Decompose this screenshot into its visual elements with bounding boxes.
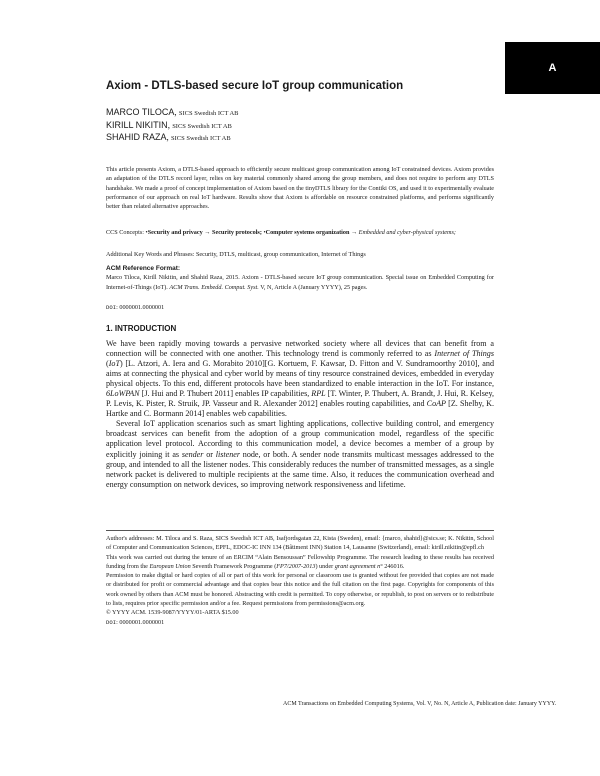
- ccs-concepts: [106, 228, 494, 237]
- footnote-doi: [106, 618, 494, 627]
- author-2: KIRILL NIKITIN, SICS Swedish ICT AB: [106, 119, 232, 130]
- arrow-icon: →: [204, 229, 211, 236]
- text-run: node, or both. A sender node transmits multicast messages addressed to the group, and intended to all the listener nodes. This considerably reduces the number of transmitted messages, as a single network packet is delivered to multiple recipients at the same time. Also, it reduces the communication overhead and energy consumption on network devices, so improving network responsiveness and lifetime.: [106, 449, 495, 489]
- doi-value: : 0000001.0000001: [116, 618, 165, 626]
- italic-term: grant agreement n°: [334, 562, 383, 570]
- italic-term: sender: [181, 449, 204, 459]
- author-affiliation: SICS Swedish ICT AB: [172, 122, 232, 130]
- author-name: SHAHID RAZA: [106, 132, 167, 142]
- paragraph: [106, 419, 494, 489]
- text-run: Seventh Framework Programme (: [190, 562, 277, 570]
- text-run: Several IoT application scenarios such as smart lighting applications, collective building control, and emergency broadcast services can benefit from the adoption of a group communication model, regardless of the specific application level protocol. According to this communication model, a device becomes a member of a group by explicitly joining it as: [106, 419, 494, 459]
- text-run: or: [203, 449, 216, 459]
- bullet-icon: •: [263, 229, 266, 236]
- text-run: [J. Hui and P. Thubert 2011] enables IP capabilities,: [139, 389, 312, 399]
- italic-term: FP7/2007-2013: [276, 562, 316, 570]
- text-run: 246016.: [382, 562, 405, 570]
- footnotes: [106, 534, 494, 627]
- text-run: (: [106, 359, 109, 369]
- author-affiliation: SICS Swedish ICT AB: [171, 135, 231, 142]
- acm-reference-text: Marco Tiloca, Kirill Nikitin, and Shahid Raza, 2015. Axiom - DTLS-based secure IoT group communication. Special issue on Embedded Computing for Internet-of-Things (IoT).: [106, 274, 494, 291]
- italic-term: European Union: [149, 562, 191, 570]
- introduction-body: [106, 339, 494, 490]
- funding-note: [106, 553, 494, 572]
- author-addresses: Author's addresses: M. Tiloca and S. Raza, SICS Swedish ICT AB, Isafjordsgatan 22, Kista (Sweden), email: {marco, shahid}@sics.se; K. Nikitin, School of Computer and Communication Sciences, EPFL, EDOC-IC INN 134 (Bâtiment INN) Station 14, Lausanne (Switzerland), email: kirill.nikitin@epfl.ch: [106, 535, 494, 552]
- text-run: [Z. Shelby, K. Hartke and C. Bormann 2014] enables web capabilities.: [106, 399, 494, 419]
- bullet-icon: •: [145, 229, 148, 236]
- text-run: This work was carried out during the tenure of an ERCIM “Alain Bensoussan” Fellowship Programme. The research leading to these results has received funding from the: [106, 553, 494, 570]
- paragraph: [106, 339, 494, 419]
- section-tab: A: [505, 42, 600, 94]
- doi-label: DOI: [106, 304, 117, 311]
- acm-reference-tail: V, N, Article A (January YYYY), 25 pages.: [260, 283, 368, 291]
- footnote-divider: [106, 530, 494, 531]
- page-footer: ACM Transactions on Embedded Computing Systems, Vol. V, No. N, Article A, Publication date: January YYYY.: [283, 701, 557, 707]
- doi: [106, 303, 494, 312]
- ccs-concept-2-sub: Embedded and cyber-physical systems;: [358, 229, 456, 236]
- paper-title: Axiom - DTLS-based secure IoT group communication: [106, 80, 404, 92]
- author-list: [106, 107, 239, 145]
- italic-term: RPL: [311, 389, 326, 399]
- author-name: MARCO TILOCA: [106, 107, 175, 117]
- ccs-concept-1: Security and privacy: [147, 229, 203, 236]
- acm-reference: [106, 264, 494, 292]
- text-run: ) [L. Atzori, A. Iera and G. Morabito 2010][G. Kortuem, F. Kawsar, D. Fitton and V. Sundramoorthy 2010], and aims at connecting the physical and cyber world by means of tiny resource constrained devices, embedded in everyday physical objects. To this end, different protocols have been standardized to enable interaction in the IoT. For instance,: [106, 359, 494, 389]
- doi-label: DOI: [106, 618, 117, 626]
- arrow-icon: →: [350, 229, 358, 236]
- italic-term: 6LoWPAN: [106, 389, 140, 399]
- ccs-label: CCS Concepts:: [106, 229, 144, 236]
- author-1: MARCO TILOCA, SICS Swedish ICT AB: [106, 107, 239, 117]
- text-run: ) under: [315, 562, 335, 570]
- italic-term: listener: [215, 449, 240, 459]
- keywords: Additional Key Words and Phrases: Security, DTLS, multicast, group communication, Internet of Things: [106, 251, 366, 258]
- ccs-concept-1-sub: Security protocols;: [212, 229, 262, 236]
- acm-reference-label: ACM Reference Format:: [106, 265, 181, 272]
- section-heading: 1. INTRODUCTION: [106, 324, 177, 333]
- author-affiliation: SICS Swedish ICT AB: [178, 110, 239, 117]
- doi-value: : 0000001.0000001: [116, 304, 165, 311]
- text-run: We have been rapidly moving towards a pervasive networked society where all devices that can benefit from a connection will be connected with one another. This technology trend is commonly referred to as: [106, 339, 494, 359]
- author-name: KIRILL NIKITIN: [106, 119, 168, 130]
- italic-term: IoT: [108, 359, 120, 369]
- italic-term: Internet of Things: [434, 349, 494, 359]
- permission-note: Permission to make digital or hard copies of all or part of this work for personal or classroom use is granted without fee provided that copies are not made or distributed for profit or commercial advantage and that copies bear this notice and the full citation on the first page. Copyrights for components of this work owned by others than ACM must be honored. Abstracting with credit is permitted. To copy otherwise, or republish, to post on servers or to redistribute to lists, requires prior specific permission and/or a fee. Request permissions from permissions@acm.org.: [106, 572, 494, 608]
- text-run: [T. Winter, P. Thubert, A. Brandt, J. Hui, R. Kelsey, P. Levis, K. Pister, R. Struik, JP. Vasseur and R. Alexander 2012] enables routing capabilities, and: [106, 389, 494, 409]
- copyright-line: © YYYY ACM. 1539-9087/YYYY/01-ARTA $15.00: [106, 609, 239, 617]
- author-3: SHAHID RAZA, SICS Swedish ICT AB: [106, 132, 231, 142]
- italic-term: CoAP: [426, 399, 447, 409]
- ccs-concept-2: Computer systems organization: [265, 229, 350, 236]
- abstract: This article presents Axiom, a DTLS-based approach to efficiently secure multicast group communication among IoT constrained devices. Axiom provides an adaptation of the DTLS record layer, relies on key material commonly shared among the group members, and does not require to perform any DTLS handshake. We made a proof of concept implementation of Axiom based on the tinyDTLS library for the Contiki OS, and used it to experimentally evaluate performance of our approach on real IoT hardware. Results show that Axiom is affordable on resource constrained platforms, and performs significantly better than related alternative approaches.: [106, 166, 494, 211]
- acm-reference-journal: ACM Trans. Embedd. Comput. Syst.: [169, 283, 259, 291]
